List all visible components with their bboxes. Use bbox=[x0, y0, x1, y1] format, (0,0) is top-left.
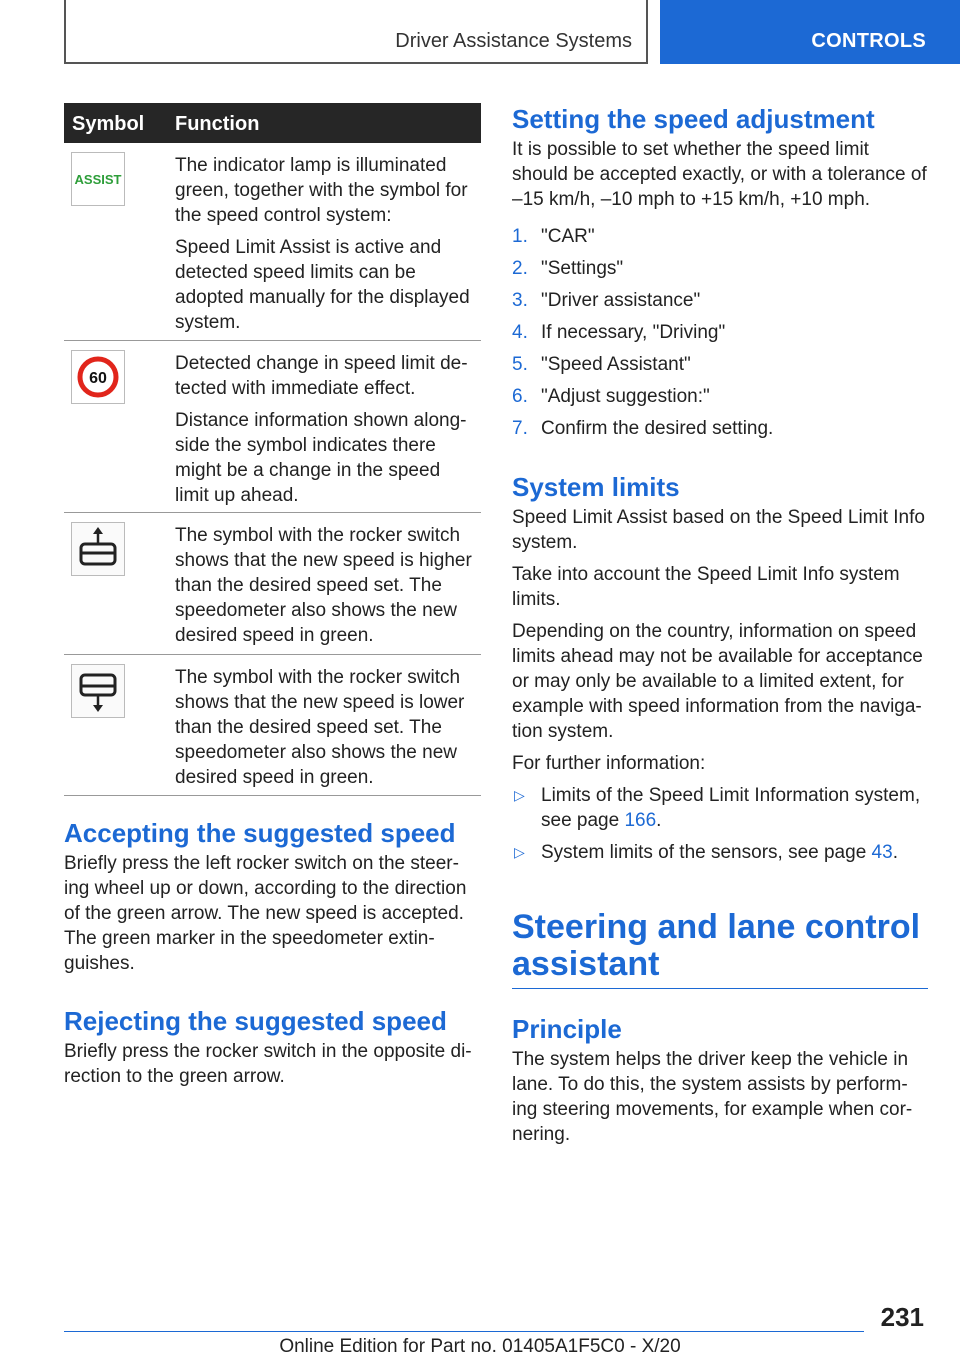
row-function-text: Speed Limit Assist is active and detected speed limits can be adopted manually for the displayed system. bbox=[175, 237, 470, 333]
page-link[interactable]: 166 bbox=[624, 810, 657, 831]
settings-steps-list bbox=[512, 224, 928, 441]
row-function-text: The symbol with the rocker switch shows that the new speed is higher than the desired speed set. The speedometer also shows the new desired speed in green. bbox=[175, 525, 472, 646]
steering-section bbox=[512, 909, 928, 989]
paragraph: It is possible to set whether the speed limit should be accepted exactly, or with a tolerance of –15 km/h, –10 mph to +15 km/h, +10 mph. bbox=[512, 139, 927, 210]
step-number: 6. bbox=[512, 386, 528, 407]
period: . bbox=[892, 842, 898, 863]
list-item bbox=[512, 384, 928, 409]
section-heading: Setting the speed adjustment bbox=[512, 104, 875, 134]
footer-edition: Online Edition for Part no. 01405A1F5C0 - X/20 bbox=[279, 1336, 681, 1357]
bullet-text: System limits of the sensors, see page bbox=[541, 842, 872, 863]
list-item bbox=[512, 256, 928, 281]
list-item bbox=[512, 352, 928, 377]
paragraph: Speed Limit Assist based on the Speed Limit Info system. bbox=[512, 507, 925, 553]
chapter-tab-label: CONTROLS bbox=[811, 30, 926, 52]
rocker-switch-up-icon bbox=[71, 522, 125, 576]
row-function-text: Distance information shown along-side the symbol indicates there might be a change in the speed limit up ahead. bbox=[175, 410, 467, 506]
header-chapter-tab[interactable] bbox=[660, 0, 960, 64]
further-info-list bbox=[512, 783, 928, 865]
rocker-switch-down-icon bbox=[71, 664, 125, 718]
list-item bbox=[512, 783, 928, 833]
table-row bbox=[64, 341, 481, 513]
header-section-box bbox=[64, 0, 648, 64]
table-row bbox=[64, 655, 481, 796]
speed-limit-value: 60 bbox=[89, 370, 107, 387]
section-heading: Rejecting the suggested speed bbox=[64, 1006, 447, 1036]
paragraph: Depending on the country, information on speed limits ahead may not be available for acceptance or may only be available to a limited extent, for example with speed information from the naviga-tion system. bbox=[512, 621, 923, 742]
step-text: "Speed Assistant" bbox=[541, 354, 691, 375]
symbol-function-table bbox=[64, 103, 481, 796]
section-title: Driver Assistance Systems bbox=[395, 30, 632, 52]
page-number: 231 bbox=[880, 1302, 924, 1332]
speed-limit-60-icon bbox=[71, 350, 125, 404]
row-function-text: Detected change in speed limit de-tected with immediate effect. bbox=[175, 353, 468, 399]
bullet-text: Limits of the Speed Limit Information system, see page bbox=[541, 785, 921, 831]
paragraph: For further information: bbox=[512, 753, 706, 774]
rejecting-section bbox=[64, 1005, 478, 1096]
step-text: Confirm the desired setting. bbox=[541, 418, 774, 439]
step-text: If necessary, "Driving" bbox=[541, 322, 726, 343]
triangle-bullet-icon: ▷ bbox=[514, 787, 525, 803]
step-text: "CAR" bbox=[541, 226, 595, 247]
paragraph: The system helps the driver keep the vehicle in lane. To do this, the system assists by perform-ing steering movements, for example when cor-nering. bbox=[512, 1049, 913, 1145]
section-heading: System limits bbox=[512, 472, 680, 502]
period: . bbox=[656, 810, 662, 831]
table-row bbox=[64, 513, 481, 655]
step-number: 1. bbox=[512, 226, 528, 247]
row-function-text: The indicator lamp is illuminated green, together with the symbol for the speed control system: bbox=[175, 155, 468, 226]
list-item bbox=[512, 416, 928, 441]
step-number: 7. bbox=[512, 418, 528, 439]
column-header-symbol: Symbol bbox=[72, 113, 145, 135]
triangle-bullet-icon: ▷ bbox=[514, 844, 525, 860]
section-heading: Principle bbox=[512, 1014, 622, 1044]
table-row bbox=[64, 143, 481, 341]
assist-icon-text: ASSIST bbox=[74, 172, 122, 187]
paragraph: Briefly press the rocker switch in the opposite di-rection to the green arrow. bbox=[64, 1041, 472, 1087]
step-number: 4. bbox=[512, 322, 528, 343]
list-item bbox=[512, 224, 928, 249]
step-number: 2. bbox=[512, 258, 528, 279]
system-limits-section bbox=[512, 471, 928, 872]
step-number: 3. bbox=[512, 290, 528, 311]
list-item bbox=[512, 288, 928, 313]
column-header-function: Function bbox=[175, 113, 260, 135]
paragraph: Take into account the Speed Limit Info system limits. bbox=[512, 564, 900, 610]
page-link[interactable]: 43 bbox=[871, 842, 893, 863]
row-function-text: The symbol with the rocker switch shows that the new speed is lower than the desired speed set. The speedometer also shows the new desired speed in green. bbox=[175, 667, 465, 788]
accepting-section bbox=[64, 817, 478, 983]
list-item bbox=[512, 320, 928, 345]
table-header bbox=[64, 103, 481, 143]
step-text: "Settings" bbox=[541, 258, 624, 279]
paragraph: Briefly press the left rocker switch on the steer-ing wheel up or down, according to the direction of the green arrow. The new speed is accepted. The green marker in the speedometer extin-guishes. bbox=[64, 853, 467, 974]
step-number: 5. bbox=[512, 354, 528, 375]
step-text: "Adjust suggestion:" bbox=[541, 386, 710, 407]
principle-section bbox=[512, 1013, 928, 1154]
step-text: "Driver assistance" bbox=[541, 290, 701, 311]
setting-section bbox=[512, 103, 928, 448]
assist-symbol-icon bbox=[71, 152, 125, 206]
section-heading: Accepting the suggested speed bbox=[64, 818, 456, 848]
list-item bbox=[512, 840, 928, 865]
footer-divider bbox=[64, 1331, 864, 1332]
chapter-heading: Steering and lane control assistant bbox=[512, 908, 921, 983]
